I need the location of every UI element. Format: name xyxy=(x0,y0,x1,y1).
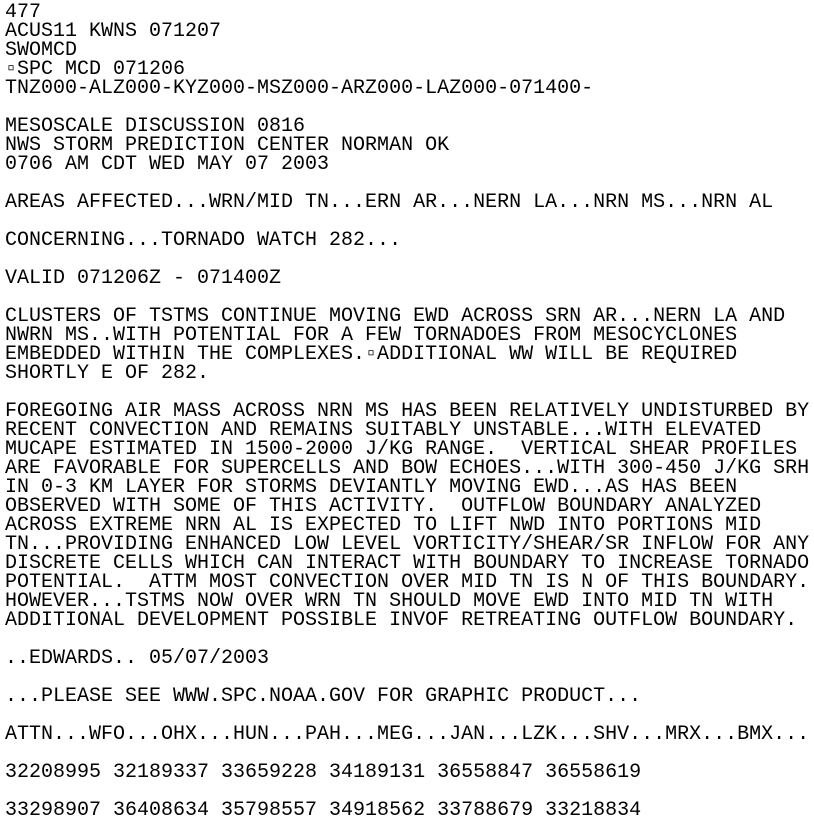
text-document xyxy=(5,3,814,818)
doc-line: TN...PROVIDING ENHANCED LOW LEVEL VORTICITY/SHEAR/SR INFLOW FOR ANY xyxy=(5,533,810,556)
doc-line: ARE FAVORABLE FOR SUPERCELLS AND BOW ECHOES...WITH 300-450 J/KG SRH xyxy=(5,457,810,480)
doc-line: 477 xyxy=(5,3,42,24)
doc-line: VALID 071206Z - 071400Z xyxy=(5,267,282,290)
doc-line: 33298907 36408634 35798557 34918562 33788679 33218834 xyxy=(5,799,642,818)
doc-line: ACROSS EXTREME NRN AL IS EXPECTED TO LIFT NWD INTO PORTIONS MID xyxy=(5,514,762,537)
doc-line: EMBEDDED WITHIN THE COMPLEXES.▫ADDITIONAL WW WILL BE REQUIRED xyxy=(5,343,738,366)
doc-line: MESOSCALE DISCUSSION 0816 xyxy=(5,115,306,138)
doc-line: ...PLEASE SEE WWW.SPC.NOAA.GOV FOR GRAPHIC PRODUCT... xyxy=(5,685,642,708)
doc-line: IN 0-3 KM LAYER FOR STORMS DEVIANTLY MOVING EWD...AS HAS BEEN xyxy=(5,476,738,499)
doc-line: DISCRETE CELLS WHICH CAN INTERACT WITH BOUNDARY TO INCREASE TORNADO xyxy=(5,552,810,575)
doc-line: CLUSTERS OF TSTMS CONTINUE MOVING EWD ACROSS SRN AR...NERN LA AND xyxy=(5,305,786,328)
doc-line: FOREGOING AIR MASS ACROSS NRN MS HAS BEEN RELATIVELY UNDISTURBED BY xyxy=(5,400,810,423)
doc-line: ATTN...WFO...OHX...HUN...PAH...MEG...JAN...LZK...SHV...MRX...BMX... xyxy=(5,723,810,746)
doc-line: HOWEVER...TSTMS NOW OVER WRN TN SHOULD MOVE EWD INTO MID TN WITH xyxy=(5,590,774,613)
doc-line: OBSERVED WITH SOME OF THIS ACTIVITY. OUTFLOW BOUNDARY ANALYZED xyxy=(5,495,762,518)
doc-line: NWRN MS..WITH POTENTIAL FOR A FEW TORNADOES FROM MESOCYCLONES xyxy=(5,324,738,347)
doc-line: AREAS AFFECTED...WRN/MID TN...ERN AR...NERN LA...NRN MS...NRN AL xyxy=(5,191,774,214)
doc-line: 32208995 32189337 33659228 34189131 36558847 36558619 xyxy=(5,761,642,784)
doc-line: SWOMCD xyxy=(5,39,78,62)
doc-line: RECENT CONVECTION AND REMAINS SUITABLY UNSTABLE...WITH ELEVATED xyxy=(5,419,762,442)
doc-line: NWS STORM PREDICTION CENTER NORMAN OK xyxy=(5,134,450,157)
doc-line: TNZ000-ALZ000-KYZ000-MSZ000-ARZ000-LAZ000-071400- xyxy=(5,77,594,100)
doc-line: POTENTIAL. ATTM MOST CONVECTION OVER MID TN IS N OF THIS BOUNDARY. xyxy=(5,571,810,594)
doc-line: CONCERNING...TORNADO WATCH 282... xyxy=(5,229,402,252)
doc-line: ..EDWARDS.. 05/07/2003 xyxy=(5,647,270,670)
doc-line: ADDITIONAL DEVELOPMENT POSSIBLE INVOF RETREATING OUTFLOW BOUNDARY. xyxy=(5,609,798,632)
doc-line: MUCAPE ESTIMATED IN 1500-2000 J/KG RANGE. VERTICAL SHEAR PROFILES xyxy=(5,438,798,461)
doc-line: SHORTLY E OF 282. xyxy=(5,362,210,385)
doc-line: ▫SPC MCD 071206 xyxy=(5,58,186,81)
doc-line: 0706 AM CDT WED MAY 07 2003 xyxy=(5,153,330,176)
doc-line: ACUS11 KWNS 071207 xyxy=(5,20,222,43)
